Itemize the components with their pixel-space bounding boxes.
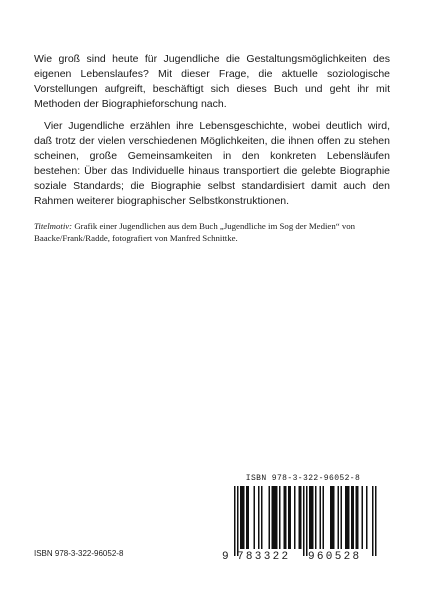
barcode-bar bbox=[254, 486, 256, 549]
barcode-bar bbox=[290, 486, 292, 549]
barcode-bar bbox=[299, 486, 301, 549]
barcode-bar bbox=[338, 486, 340, 549]
barcode-bar bbox=[248, 486, 250, 549]
barcode-bar bbox=[323, 486, 325, 549]
caption-label: Titelmotiv: bbox=[34, 221, 73, 231]
barcode-bar bbox=[315, 486, 317, 549]
barcode-bar bbox=[345, 486, 347, 549]
barcode-bar bbox=[273, 486, 275, 549]
barcode-bar bbox=[285, 486, 287, 549]
barcode-bar bbox=[284, 486, 286, 549]
barcode-bar bbox=[341, 486, 343, 549]
barcode-bar bbox=[243, 486, 245, 549]
barcode-bar bbox=[237, 486, 239, 556]
barcode-bar bbox=[258, 486, 260, 549]
barcode-bar bbox=[311, 486, 313, 549]
barcode-bar bbox=[351, 486, 353, 549]
barcode-bar bbox=[288, 486, 290, 549]
barcode-bar bbox=[372, 486, 374, 556]
barcode-block bbox=[222, 474, 384, 574]
barcode-bar bbox=[240, 486, 242, 549]
barcode-bar bbox=[246, 486, 248, 549]
barcode-bar bbox=[275, 486, 277, 549]
barcode-bar bbox=[353, 486, 355, 549]
ean-barcode bbox=[222, 486, 384, 556]
ean-left-group: 783322 bbox=[237, 551, 291, 563]
barcode-bar bbox=[347, 486, 349, 549]
barcode-bar bbox=[357, 486, 359, 549]
barcode-bar bbox=[362, 486, 364, 549]
barcode-bar bbox=[261, 486, 263, 549]
barcode-bar bbox=[294, 486, 296, 549]
isbn-text: ISBN 978-3-322-96052-8 bbox=[34, 549, 124, 558]
ean-first-digit: 9 bbox=[222, 551, 229, 563]
ean-right-group: 960528 bbox=[308, 551, 362, 563]
barcode-bar bbox=[276, 486, 278, 549]
barcode-bar bbox=[306, 486, 308, 556]
barcode-bar bbox=[320, 486, 322, 549]
barcode-bar bbox=[309, 486, 311, 549]
blurb-paragraph-2: Vier Jugendliche erzählen ihre Lebensgeschichte, wobei deutlich wird, daß trotz der vielen verschiedenen Möglichkeiten, die ihnen offen zu stehen scheinen, große Gemeinsamkeiten in den konkreten Lebensläufen bestehen: Über das Individuelle hinaus transportiert die gelebte Biographie soziale Standards; die Biographie selbst standardisiert damit auch den Rahmen weiterer biographischer Selbstkonstruktionen. bbox=[34, 120, 390, 207]
barcode-bar bbox=[234, 486, 236, 556]
barcode-bar bbox=[356, 486, 358, 549]
barcode-bar bbox=[269, 486, 271, 549]
barcode-bar bbox=[312, 486, 314, 549]
barcode-bar bbox=[375, 486, 377, 556]
barcode-bar bbox=[332, 486, 334, 549]
barcode-isbn-label: ISBN 978-3-322-96052-8 bbox=[245, 474, 361, 483]
barcode-bar bbox=[366, 486, 368, 549]
cover-motif-caption bbox=[34, 220, 390, 244]
blurb-paragraph-1: Wie groß sind heute für Jugendliche die Gestaltungsmöglichkeiten des eigenen Lebenslaufes? Mit dieser Frage, die aktuelle soziologische Vorstellungen aufgreift, beschäftigt sich dieses Buch und geht ihr mit Methoden der Biographieforschung nach. bbox=[34, 53, 390, 110]
barcode-bar bbox=[279, 486, 281, 549]
barcode-bar bbox=[333, 486, 335, 549]
caption-text: Grafik einer Jugendlichen aus dem Buch „Jugendliche im Sog der Medien“ von Baacke/Frank/Radde, fotografiert von Manfred Schnittke. bbox=[34, 221, 356, 243]
barcode-bar bbox=[242, 486, 244, 549]
barcode-bar bbox=[272, 486, 274, 549]
barcode-bar bbox=[330, 486, 332, 549]
barcode-bar bbox=[348, 486, 350, 549]
barcode-bar bbox=[303, 486, 305, 556]
barcode-bar bbox=[300, 486, 302, 549]
